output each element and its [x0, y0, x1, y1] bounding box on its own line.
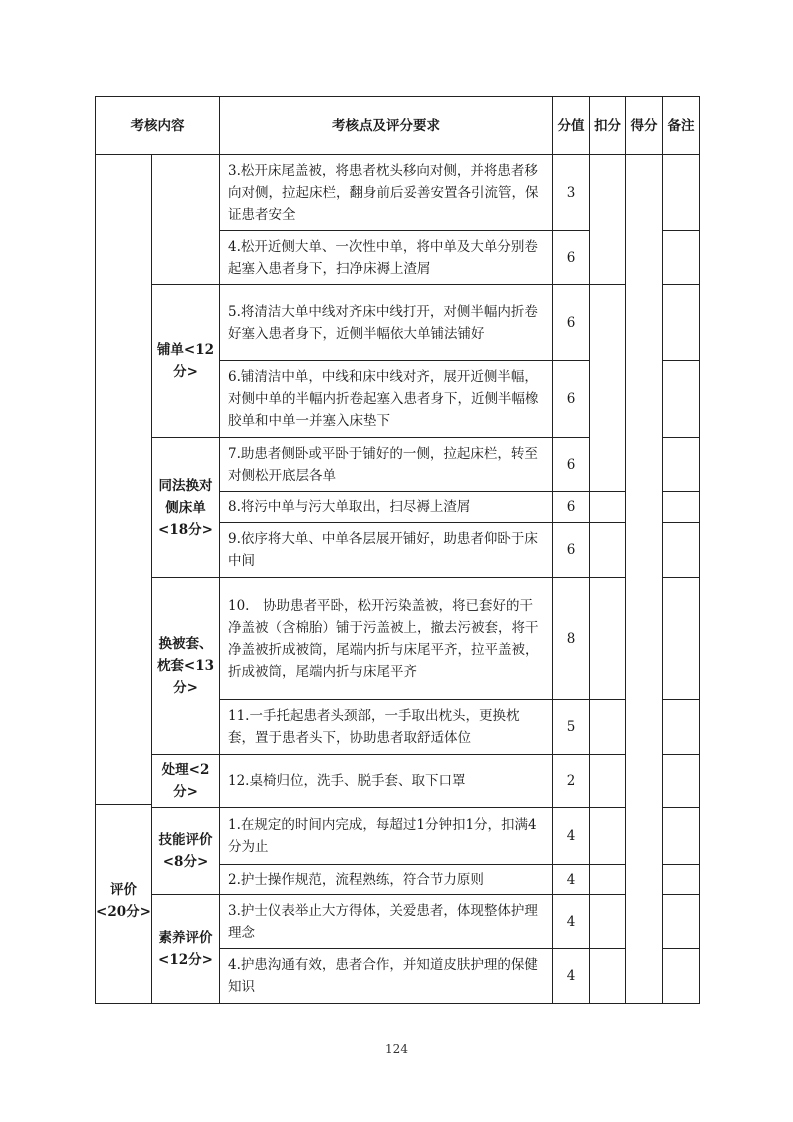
item-text: 2.护士操作规范，流程熟练，符合节力原则: [220, 865, 553, 895]
deduct-cell: [590, 700, 626, 755]
item-text: 5.将清洁大单中线对齐床中线打开，对侧半幅内折卷好塞入患者身下，近侧半幅依大单铺法铺好: [220, 285, 553, 361]
deduct-cell: [590, 578, 626, 700]
item-text: 8.将污中单与污大单取出，扫尽褥上渣屑: [220, 492, 553, 523]
header-row: [96, 97, 700, 155]
item-score: 8: [553, 578, 590, 700]
item-score: 4: [553, 865, 590, 895]
table-row: [96, 155, 700, 231]
item-score: 4: [553, 808, 590, 865]
item-text: 4.护患沟通有效，患者合作，并知道皮肤护理的保健知识: [220, 949, 553, 1004]
note-cell: [663, 285, 700, 361]
item-score: 2: [553, 755, 590, 808]
table-row: [96, 578, 700, 700]
subcategory-other-side: 同法换对侧床单<18分>: [152, 438, 220, 578]
item-text: 12.桌椅归位，洗手、脱手套、取下口罩: [220, 755, 553, 808]
deduct-cell: [590, 155, 626, 285]
table-row: [96, 895, 700, 949]
note-cell: [663, 895, 700, 949]
subcategory-quality: 素养评价<12分>: [152, 895, 220, 1004]
deduct-cell: [590, 895, 626, 949]
deduct-cell: [590, 285, 626, 492]
deduct-cell: [590, 808, 626, 865]
item-score: 3: [553, 155, 590, 231]
main-category-label: 评价<20分>: [96, 882, 151, 920]
item-text: 1.在规定的时间内完成，每超过1分钟扣1分，扣满4分为止: [220, 808, 553, 865]
header-obtained: 得分: [626, 97, 663, 155]
item-score: 6: [553, 285, 590, 361]
note-cell: [663, 700, 700, 755]
note-cell: [663, 361, 700, 438]
deduct-cell: [590, 523, 626, 578]
item-score: 6: [553, 492, 590, 523]
subcategory-handling: 处理<2分>: [152, 755, 220, 808]
table-row: [96, 755, 700, 808]
item-text: 10. 协助患者平卧，松开污染盖被，将已套好的干净盖被（含棉胎）铺于污盖被上，撤去污被套，将干净盖被折成被筒，尾端内折与床尾平齐，拉平盖被，折成被筒，尾端内折与床尾平齐: [220, 578, 553, 700]
item-score: 5: [553, 700, 590, 755]
item-score: 6: [553, 231, 590, 285]
note-cell: [663, 755, 700, 808]
note-cell: [663, 492, 700, 523]
deduct-cell: [590, 865, 626, 895]
item-text: 3.护士仪表举止大方得体，关爱患者，体现整体护理理念: [220, 895, 553, 949]
note-cell: [663, 523, 700, 578]
item-text: 4.松开近侧大单、一次性中单，将中单及大单分别卷起塞入患者身下，扫净床褥上渣屑: [220, 231, 553, 285]
item-text: 3.松开床尾盖被，将患者枕头移向对侧，并将患者移向对侧，拉起床栏，翻身前后妥善安置各引流管，保证患者安全: [220, 155, 553, 231]
item-text: 7.助患者侧卧或平卧于铺好的一侧，拉起床栏，转至对侧松开底层各单: [220, 438, 553, 492]
table-row: [96, 285, 700, 361]
header-deduct: 扣分: [590, 97, 626, 155]
item-score: 6: [553, 523, 590, 578]
table-row: [96, 808, 700, 865]
note-cell: [663, 578, 700, 700]
page-number: 124: [385, 1042, 408, 1056]
note-cell: [663, 438, 700, 492]
obtained-cell: [626, 155, 663, 1004]
item-score: 4: [553, 949, 590, 1004]
subcategory-quilt: 换被套、枕套<13分>: [152, 578, 220, 755]
item-text: 9.依序将大单、中单各层展开铺好，助患者仰卧于床中间: [220, 523, 553, 578]
item-score: 6: [553, 438, 590, 492]
deduct-cell: [590, 492, 626, 523]
header-points: 考核点及评分要求: [220, 97, 553, 155]
item-score: 4: [553, 895, 590, 949]
subcategory-bed: 铺单<12分>: [152, 285, 220, 438]
scoring-table: [95, 96, 700, 1004]
item-text: 6.铺清洁中单，中线和床中线对齐，展开近侧半幅，对侧中单的半幅内折卷起塞入患者身下，近侧半幅橡胶单和中单一并塞入床垫下: [220, 361, 553, 438]
main-category-evaluation: [96, 804, 151, 997]
deduct-cell: [590, 755, 626, 808]
note-cell: [663, 949, 700, 1004]
header-note: 备注: [663, 97, 700, 155]
note-cell: [663, 808, 700, 865]
deduct-cell: [590, 949, 626, 1004]
item-text: 11.一手托起患者头颈部，一手取出枕头，更换枕套，置于患者头下，协助患者取舒适体位: [220, 700, 553, 755]
empty-sub-category-cell: [152, 155, 220, 285]
header-content: 考核内容: [96, 97, 220, 155]
note-cell: [663, 865, 700, 895]
note-cell: [663, 155, 700, 231]
note-cell: [663, 231, 700, 285]
header-score: 分值: [553, 97, 590, 155]
subcategory-skill: 技能评价<8分>: [152, 808, 220, 895]
item-score: 6: [553, 361, 590, 438]
